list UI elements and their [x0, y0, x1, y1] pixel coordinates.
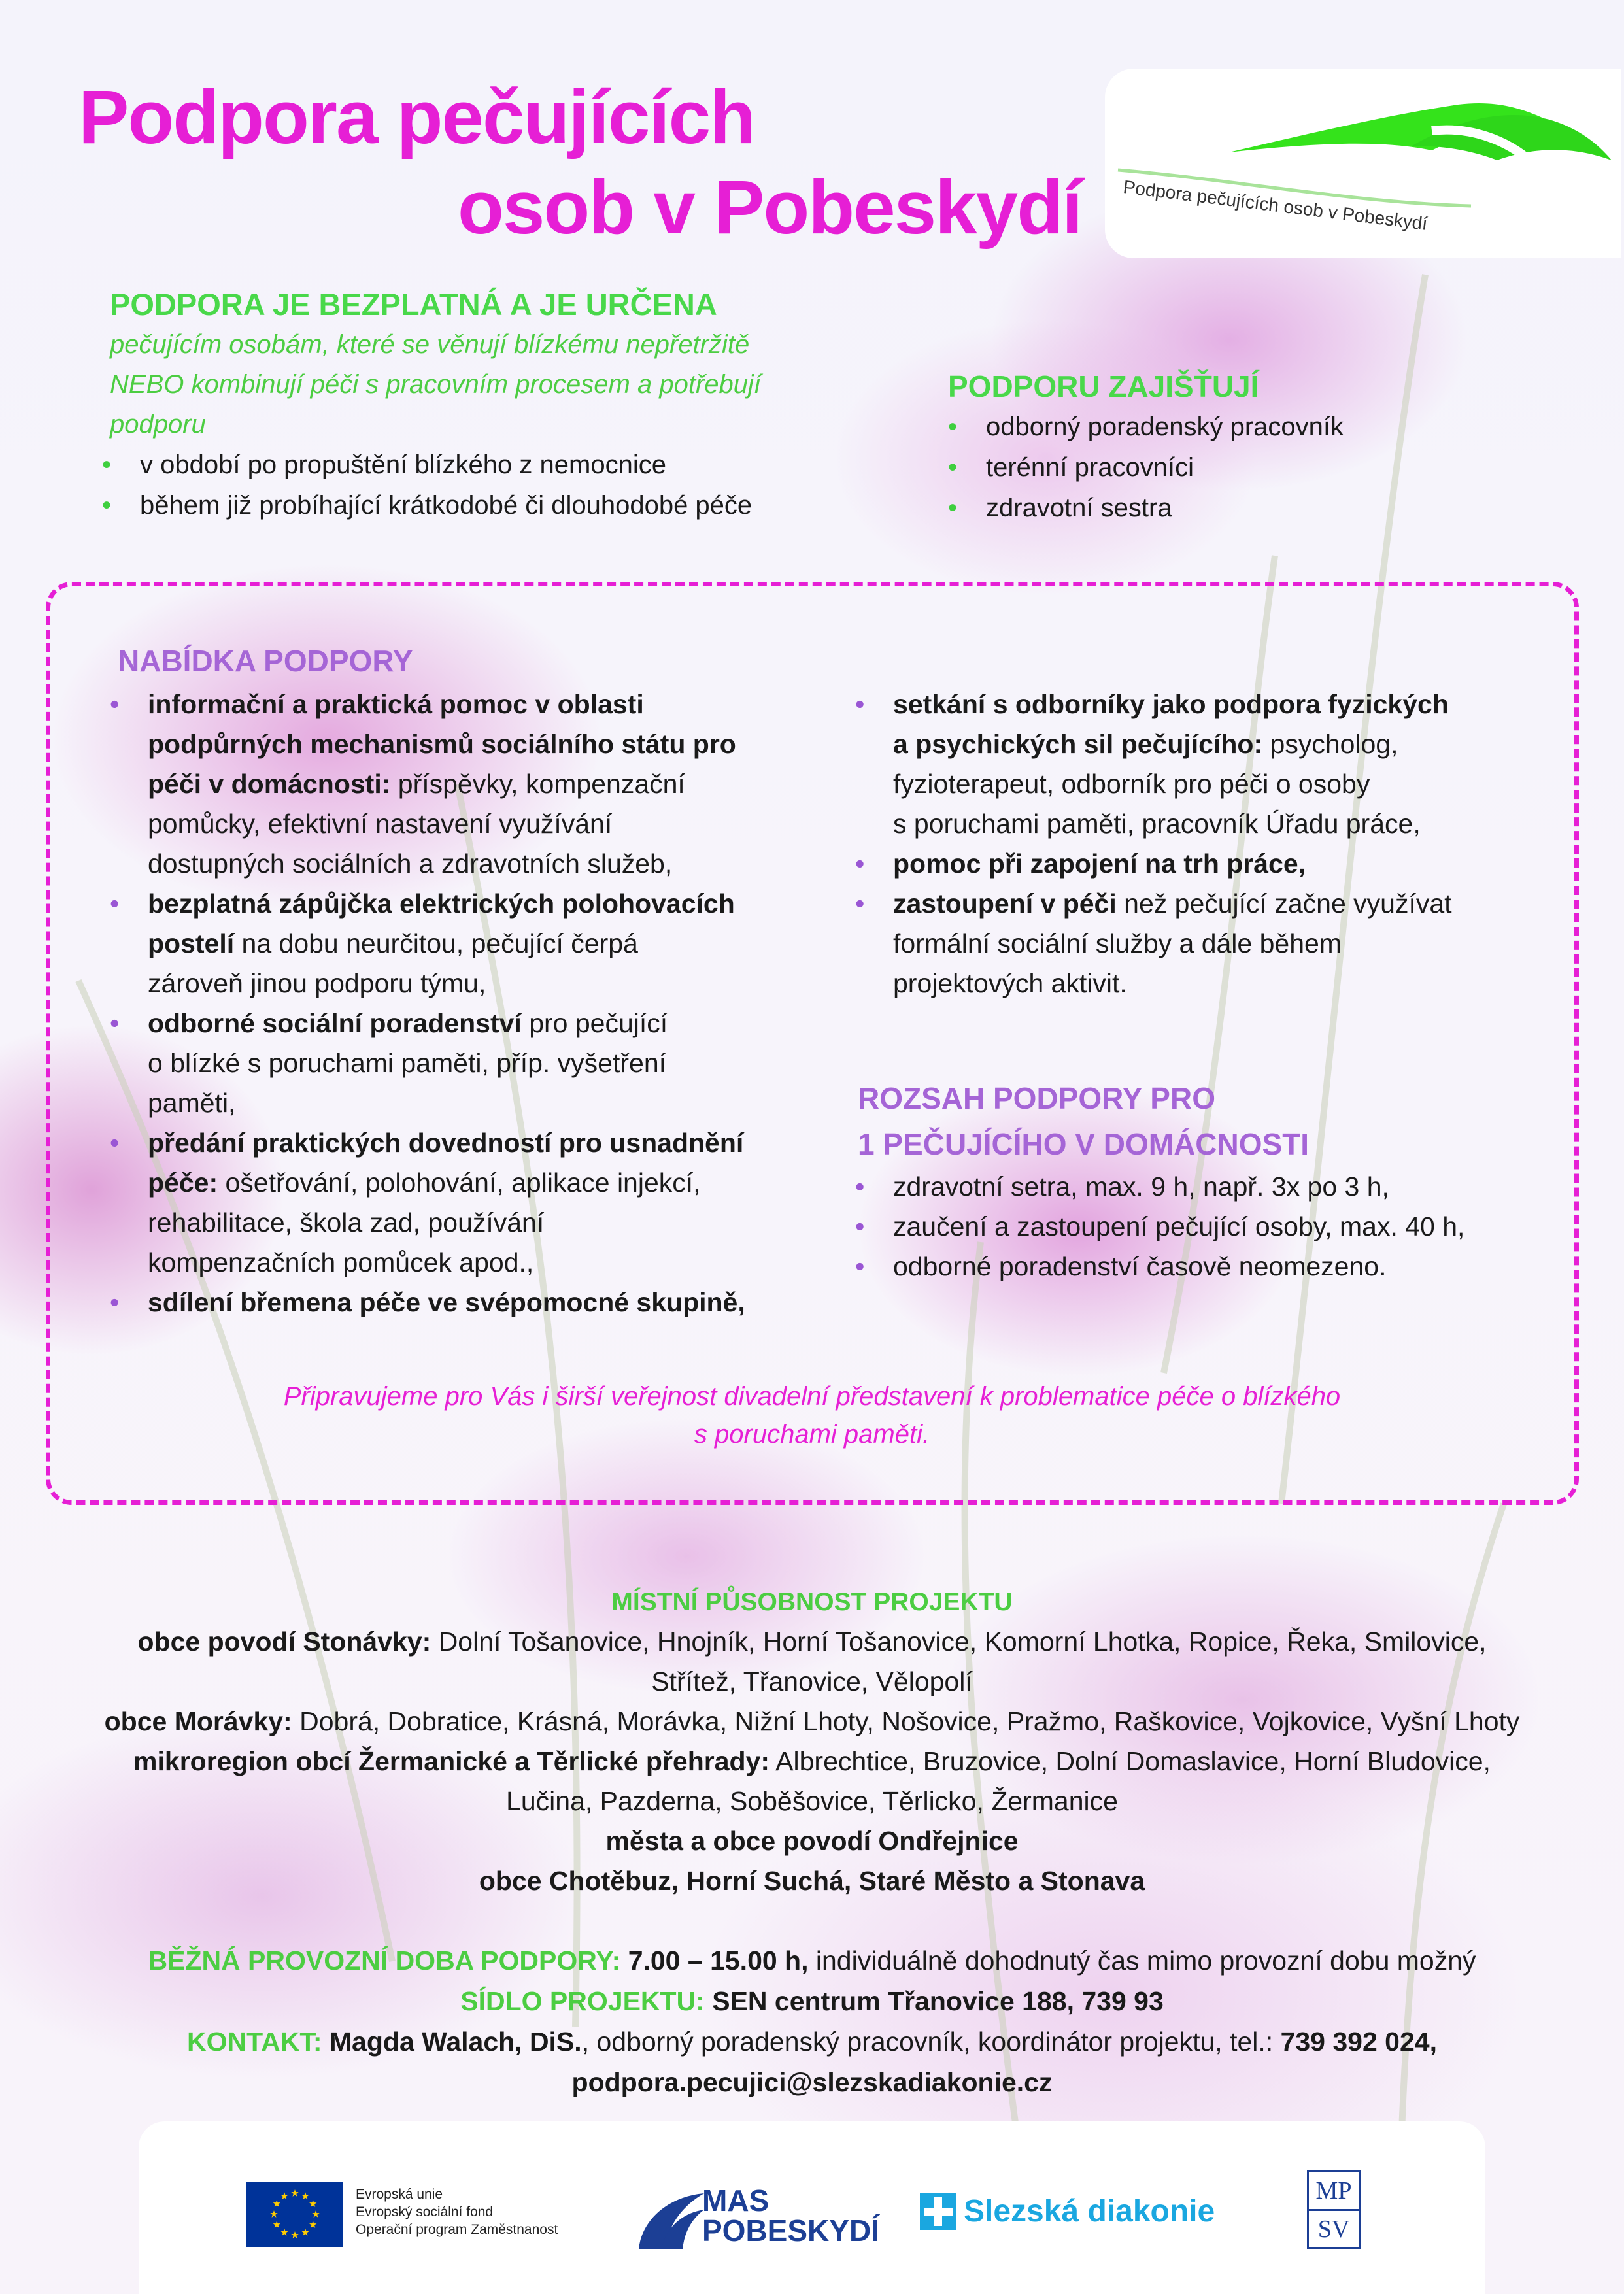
theatre-notice: [0, 1377, 1624, 1453]
hours-line: BĚŽNÁ PROVOZNÍ DOBA PODPORY: 7.00 – 15.00 h, individuálně dohodnutý čas mimo provozní dobu možný: [148, 1946, 1476, 1976]
list-item: • zaučení a zastoupení pečující osoby, max. 40 h,: [855, 1207, 1564, 1247]
eu-star-icon: [270, 2210, 277, 2218]
slezska-logo-text: Slezská diakonie: [964, 2194, 1215, 2229]
intro-italic-2: NEBO kombinují péči s pracovním procesem a potřebují: [110, 370, 761, 399]
list-item: • zdravotní sestra: [948, 488, 1536, 528]
slezska-cross-icon: [920, 2193, 956, 2230]
list-item: • zastoupení v péči než pečující začne využívat formální sociální služby a dále během projektových aktivit.: [855, 888, 1452, 998]
scope-heading-2: 1 PEČUJÍCÍHO V DOMÁCNOSTI: [858, 1127, 1310, 1161]
eu-star-icon: [309, 2221, 316, 2228]
page-title-line-2: osob v Pobeskydí: [458, 165, 1082, 250]
page-title-line-1: Podpora pečujících: [78, 75, 754, 160]
area-line-1: obce povodí Stonávky: Dolní Tošanovice, Hnojník, Horní Tošanovice, Komorní Lhotka, Ropice, Řeka, Smilovice,: [137, 1627, 1487, 1657]
logo-caption: Podpora pečujících osob v Pobeskydí: [1122, 177, 1429, 234]
mas-swoosh-icon: [635, 2187, 707, 2252]
list-item: • odborný poradenský pracovník: [948, 407, 1536, 447]
area-line-4: mikroregion obcí Žermanické a Těrlické přehrady: Albrechtice, Bruzovice, Dolní Domaslavice, Horní Bludovice,: [133, 1746, 1491, 1776]
intro-italic-1: pečujícím osobám, které se věnují blízkému nepřetržitě: [110, 330, 750, 359]
list-item: • předání praktických dovedností pro usnadnění péče: ošetřování, polohování, aplikace injekcí, rehabilitace, škola zad, používání kompenzačních pomůcek apod.,: [110, 1128, 744, 1277]
intro-section: [110, 284, 960, 526]
intro-heading: PODPORA JE BEZPLATNÁ A JE URČENA: [110, 287, 717, 322]
eu-star-icon: [312, 2210, 319, 2218]
providers-list: [948, 407, 1536, 528]
area-line-7: obce Chotěbuz, Horní Suchá, Staré Město a Stonava: [479, 1866, 1145, 1896]
scope-list: [855, 1167, 1564, 1287]
mas-logo-text: MAS POBESKYDÍ: [702, 2184, 879, 2248]
providers-section: [948, 366, 1536, 528]
intro-italic-3: podporu: [110, 410, 206, 439]
list-item: • v období po propuštění blízkého z nemocnice: [102, 445, 960, 485]
providers-heading: PODPORU ZAJIŠŤUJÍ: [948, 369, 1259, 403]
list-item: • odborné poradenství časově neomezeno.: [855, 1247, 1564, 1287]
eu-star-icon: [273, 2200, 280, 2207]
area-line-5: Lučina, Pazderna, Soběšovice, Těrlicko, Žermanice: [506, 1786, 1118, 1816]
list-item: • během již probíhající krátkodobé či dlouhodobé péče: [102, 485, 960, 526]
list-item: • zdravotní setra, max. 9 h, např. 3x po 3 h,: [855, 1167, 1564, 1207]
eu-star-icon: [280, 2192, 288, 2199]
mpsv-logo: MP SV: [1307, 2170, 1361, 2249]
eu-star-icon: [273, 2221, 280, 2228]
list-item: • informační a praktická pomoc v oblasti podpůrných mechanismů sociálního státu pro péči v domácnosti: příspěvky, kompenzační pomůcky, efektivní nastavení využívání dostupných sociálních a zdravotních služeb,: [110, 689, 736, 879]
list-item: • terénní pracovníci: [948, 447, 1536, 488]
offer-heading: NABÍDKA PODPORY: [118, 644, 413, 678]
eu-flag-icon: [246, 2182, 343, 2247]
info-section: [0, 1940, 1624, 2102]
list-item: • pomoc při zapojení na trh práce,: [855, 849, 1306, 879]
eu-star-icon: [291, 2231, 298, 2238]
scope-section: [858, 1075, 1564, 1287]
eu-text: Evropská unie Evropský sociální fond Operační program Zaměstnanost: [356, 2187, 558, 2237]
list-item: • odborné sociální poradenství pro pečující o blízké s poruchami paměti, příp. vyšetření paměti,: [110, 1008, 668, 1118]
contact-line: KONTAKT: Magda Walach, DiS., odborný poradenský pracovník, koordinátor projektu, tel.: 739 392 024,: [187, 2027, 1437, 2057]
logo-hills-icon: [1105, 69, 1621, 258]
list-item: • sdílení břemena péče ve svépomocné skupině,: [110, 1287, 745, 1317]
area-line-6: města a obce povodí Ondřejnice: [605, 1826, 1019, 1856]
email-link[interactable]: podpora.pecujici@slezskadiakonie.cz: [571, 2067, 1053, 2097]
area-line-2: Střítež, Třanovice, Vělopolí: [651, 1666, 973, 1696]
sponsor-bar: [139, 2121, 1485, 2294]
eu-star-icon: [280, 2229, 288, 2236]
list-item: • setkání s odborníky jako podpora fyzických a psychických sil pečujícího: psycholog, fyzioterapeut, odborník pro péči o osoby s poruchami paměti, pracovník Úřadu práce,: [855, 689, 1449, 839]
eu-star-icon: [291, 2189, 298, 2197]
eu-star-icon: [301, 2229, 309, 2236]
offer-left-list: [110, 684, 829, 1323]
project-logo: [1105, 69, 1621, 258]
eu-stars-icon: [246, 2182, 343, 2247]
eu-star-icon: [309, 2200, 316, 2207]
theatre-line-2: s poruchami paměti.: [694, 1420, 930, 1449]
area-heading: MÍSTNÍ PŮSOBNOST PROJEKTU: [611, 1588, 1013, 1616]
offer-right-list: [855, 684, 1561, 1004]
area-section: [0, 1582, 1624, 1901]
area-line-3: obce Morávky: Dobrá, Dobratice, Krásná, Morávka, Nižní Lhoty, Nošovice, Pražmo, Raškovice, Vojkovice, Vyšní Lhoty: [104, 1706, 1520, 1736]
intro-list: [102, 445, 960, 526]
scope-heading-1: ROZSAH PODPORY PRO: [858, 1081, 1215, 1115]
theatre-line-1: Připravujeme pro Vás i širší veřejnost divadelní představení k problematice péče o blízkého: [283, 1382, 1341, 1411]
eu-star-icon: [301, 2192, 309, 2199]
list-item: • bezplatná zápůjčka elektrických polohovacích postelí na dobu neurčitou, pečující čerpá zároveň jinou podporu týmu,: [110, 888, 735, 998]
seat-line: SÍDLO PROJEKTU: SEN centrum Třanovice 188, 739 93: [460, 1986, 1164, 2016]
